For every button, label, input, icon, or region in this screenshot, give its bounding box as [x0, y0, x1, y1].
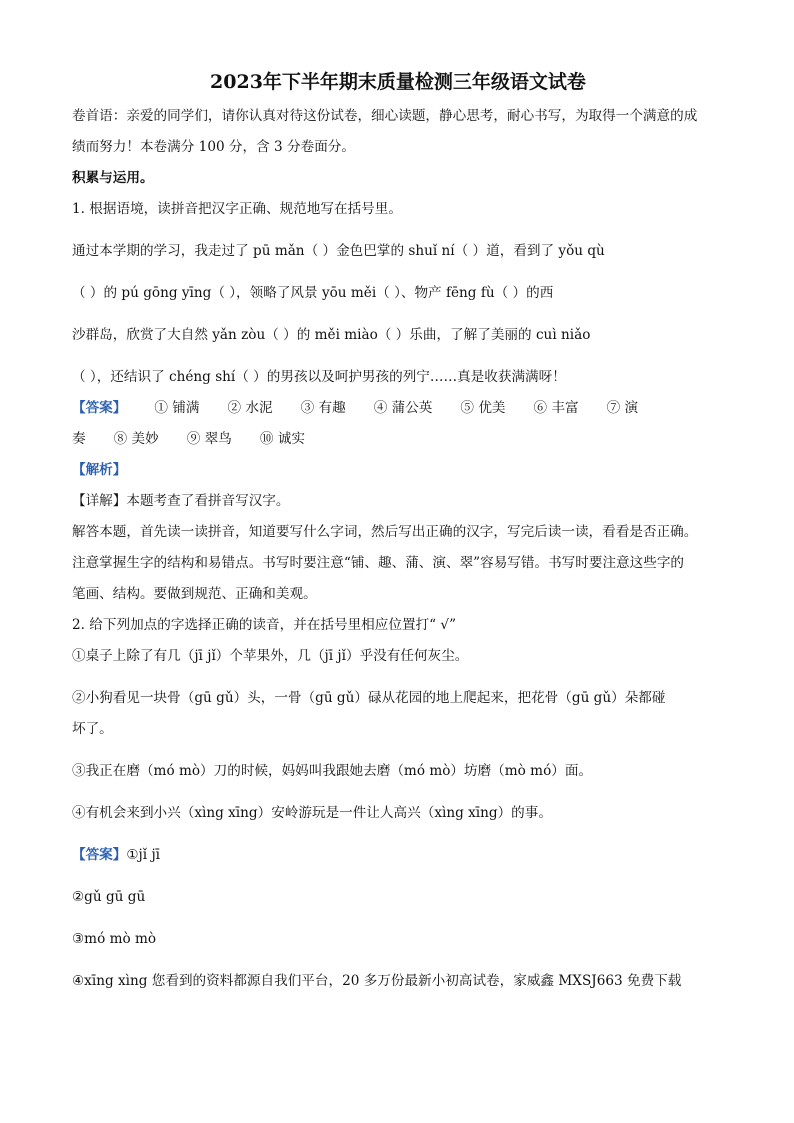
- explanation-line-2: 注意掌握生字的结构和易错点。书写时要注意“铺、趣、蒲、演、翠”容易写错。书写时要注意这些字的: [72, 555, 685, 571]
- q1-line-4: （ ），还结识了 chéng shí（ ）的男孩以及呵护男孩的列宁……真是收获满满呀！: [72, 369, 566, 385]
- q1-prompt: 1. 根据语境，读拼音把汉字正确、规范地写在括号里。: [72, 201, 402, 217]
- answer-item: ⑧ 美妙: [113, 431, 159, 447]
- q1-answers-row-2: [72, 429, 724, 449]
- answer-item: ①jǐ jī: [126, 847, 161, 863]
- q2-item-2: ②小狗看见一块骨（gū gǔ）头，一骨（gū gǔ）碌从花园的地上爬起来，把花骨（gū gǔ）朵都碰: [72, 690, 666, 706]
- explanation-line-3: 笔画、结构。要做到规范、正确和美观。: [72, 586, 317, 602]
- q2-answer-row-4: [72, 971, 724, 991]
- answer-item: ④ 蒲公英: [373, 400, 433, 416]
- answer-label: 【答案】: [72, 400, 127, 416]
- analysis-label: 【解析】: [72, 462, 127, 478]
- detail-label: 【详解】: [72, 493, 127, 509]
- answer-item: ② 水泥: [227, 400, 273, 416]
- q2-prompt: 2. 给下列加点的字选择正确的读音，并在括号里相应位置打“ √”: [72, 617, 457, 633]
- q1-answers-row-1: [72, 398, 724, 418]
- detail-line: [72, 491, 724, 511]
- q2-answer-row-1: [72, 845, 724, 865]
- intro-line-1: 卷首语：亲爱的同学们，请你认真对待这份试卷，细心读题，静心思考，耐心书写，为取得一个满意的成: [72, 108, 698, 124]
- q2-answer-row-3: ③mó mò mò: [72, 931, 157, 947]
- q2-answer-row-2: ②gǔ gū gū: [72, 889, 146, 905]
- answer-item: ⑨ 翠鸟: [186, 431, 232, 447]
- answer-label: 【答案】: [72, 847, 127, 863]
- page-title: 2023年下半年期末质量检测三年级语文试卷: [210, 71, 586, 93]
- q1-line-1: 通过本学期的学习，我走过了 pū mǎn（ ）金色巴掌的 shuǐ ní（ ）道，看到了 yǒu qù: [72, 243, 605, 259]
- footer-note: 您看到的资料都源自我们平台，20 多万份最新小初高试卷，家威鑫 MXSJ663 免费下载: [151, 973, 682, 989]
- q2-item-4: ④有机会来到小兴（xìng xīng）安岭游玩是一件让人高兴（xìng xīng）的事。: [72, 805, 552, 821]
- detail-text: 本题考查了看拼音写汉字。: [126, 493, 290, 509]
- q1-line-2: （ ）的 pú gōng yīng（ ），领略了风景 yōu měi（ ）、物产 fēng fù（ ）的西: [72, 285, 554, 301]
- answer-item: 奏: [72, 431, 86, 447]
- q2-item-3: ③我正在磨（mó mò）刀的时候，妈妈叫我跟她去磨（mó mò）坊磨（mò mó）面。: [72, 763, 593, 779]
- answer-item: ⑩ 诚实: [259, 431, 305, 447]
- section-heading: 积累与运用。: [72, 170, 154, 186]
- intro-line-2: 绩而努力！本卷满分 100 分，含 3 分卷面分。: [72, 139, 355, 155]
- answer-item: ④xīng xìng: [72, 973, 148, 989]
- answer-item: ⑥ 丰富: [533, 400, 579, 416]
- explanation-line-1: 解答本题，首先读一读拼音，知道要写什么字词，然后写出正确的汉字，写完后读一读，看看是否正确。: [72, 524, 698, 540]
- q1-line-3: 沙群岛，欣赏了大自然 yǎn zòu（ ）的 měi miào（ ）乐曲，了解了美丽的 cuì niǎo: [72, 327, 591, 343]
- q2-item-2-cont: 坏了。: [72, 721, 113, 737]
- answer-item: ① 铺满: [154, 400, 200, 416]
- answer-item: ③ 有趣: [300, 400, 346, 416]
- answer-item: ⑦ 演: [606, 400, 639, 416]
- document-page: [72, 68, 724, 991]
- q2-item-1: ①桌子上除了有几（jī jǐ）个苹果外，几（jī jǐ）乎没有任何灰尘。: [72, 648, 469, 664]
- answer-item: ⑤ 优美: [460, 400, 506, 416]
